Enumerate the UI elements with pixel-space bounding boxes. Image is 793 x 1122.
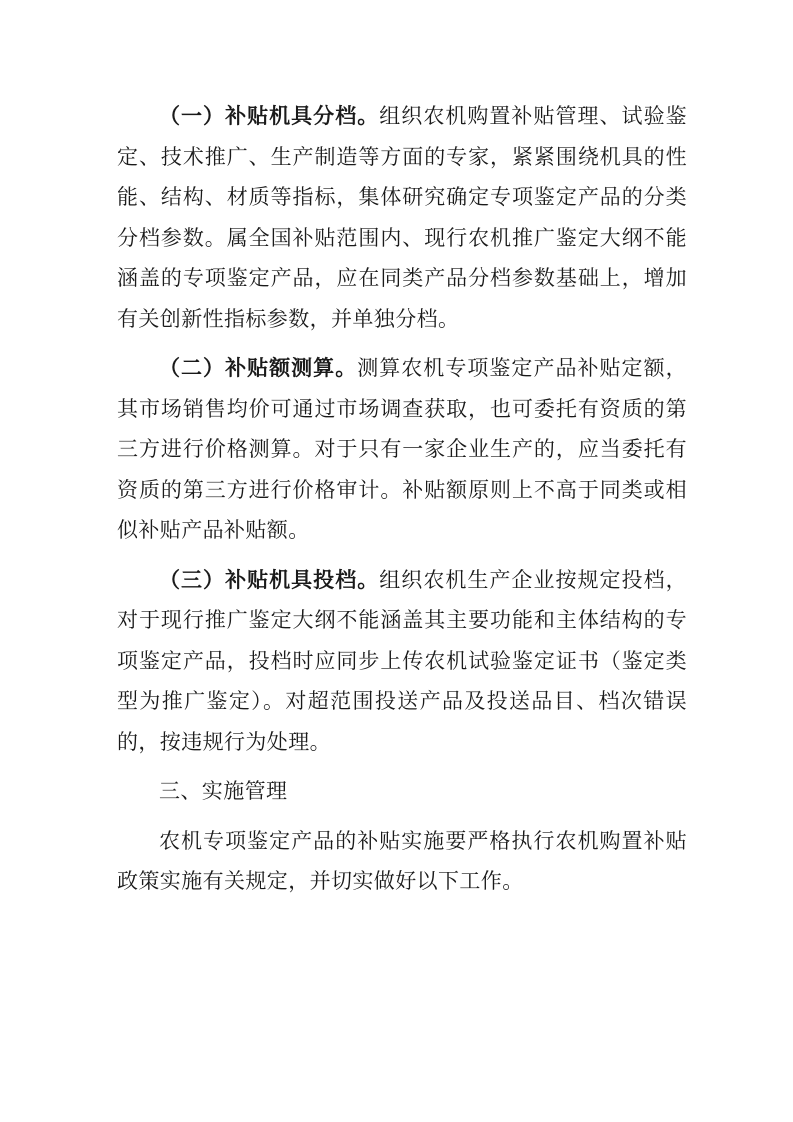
paragraph-spacer xyxy=(117,551,687,560)
paragraph-subsidy-grading xyxy=(117,96,687,339)
paragraph-spacer xyxy=(117,762,687,771)
section-title: 三、实施管理 xyxy=(159,779,288,803)
paragraph-text: 组织农机生产企业按规定投档，对于现行推广鉴定大纲不能涵盖其主要功能和主体结构的专项鉴定产品，投档时应同步上传农机试验鉴定证书（鉴定类型为推广鉴定）。对超范围投送产品及投送品目、档次错误的，按违规行为处理。 xyxy=(117,567,687,754)
paragraph-heading: （三）补贴机具投档。 xyxy=(159,567,380,592)
document-body xyxy=(117,96,687,902)
paragraph-spacer xyxy=(117,812,687,821)
paragraph-subsidy-calculation xyxy=(117,348,687,551)
paragraph-subsidy-submission xyxy=(117,560,687,763)
paragraph-heading: （二）补贴额测算。 xyxy=(159,356,358,380)
paragraph-text: 组织农机购置补贴管理、试验鉴定、技术推广、生产制造等方面的专家，紧紧围绕机具的性能、结构、材质等指标，集体研究确定专项鉴定产品的分类分档参数。属全国补贴范围内、现行农机推广鉴定大纲不能涵盖的专项鉴定产品，应在同类产品分档参数基础上，增加有关创新性指标参数，并单独分档。 xyxy=(117,104,687,331)
paragraph-heading: （一）补贴机具分档。 xyxy=(159,104,380,128)
paragraph-implementation: 农机专项鉴定产品的补贴实施要严格执行农机购置补贴政策实施有关规定，并切实做好以下工作。 xyxy=(117,828,687,893)
paragraph-text: 测算农机专项鉴定产品补贴定额，其市场销售均价可通过市场调查获取，也可委托有资质的第三方进行价格测算。对于只有一家企业生产的，应当委托有资质的第三方进行价格审计。补贴额原则上不高于同类或相似补贴产品补贴额。 xyxy=(117,356,687,542)
paragraph-spacer xyxy=(117,339,687,348)
